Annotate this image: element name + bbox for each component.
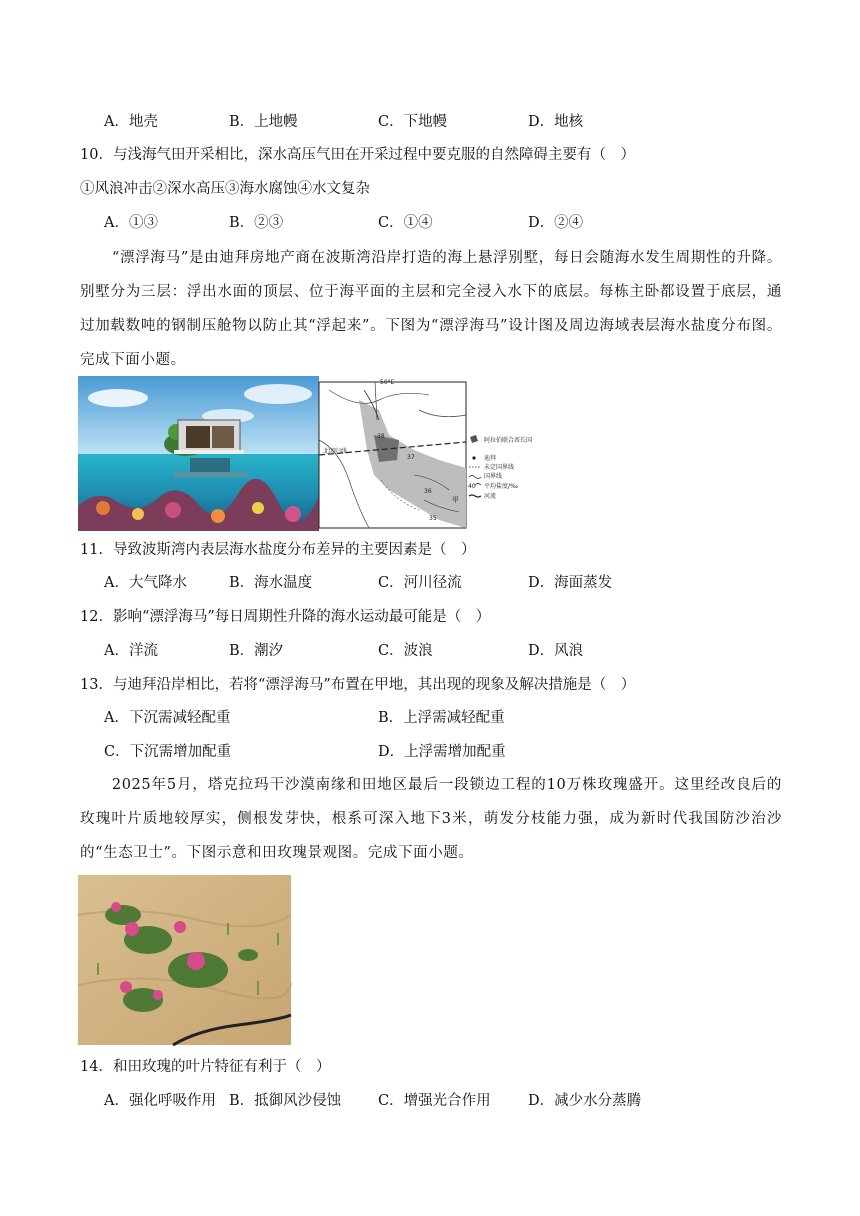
q10-option-c: C．①④ xyxy=(378,215,433,231)
q14-option-c: C．增强光合作用 xyxy=(378,1093,491,1109)
q14-option-a: A．强化呼吸作用 xyxy=(104,1093,216,1109)
legend-item: 阿拉伯联合酋长国 xyxy=(484,437,533,444)
q10-option-d: D．②④ xyxy=(528,215,584,231)
q11-option-a: A．大气降水 xyxy=(104,575,187,591)
map-isohaline-label: 37 xyxy=(407,454,415,461)
legend-item: 河流 xyxy=(484,493,497,500)
dubai-dot-icon xyxy=(472,456,475,459)
uae-symbol-icon xyxy=(470,435,478,443)
map-longitude-label: 50°E xyxy=(380,379,395,386)
border-line-icon xyxy=(469,476,481,479)
map-jia-label: 甲 xyxy=(452,496,459,504)
river-icon xyxy=(469,495,481,497)
q11-option-d: D．海面蒸发 xyxy=(528,575,613,591)
floating-villa-illustration xyxy=(78,376,319,531)
q12-option-c: C．波浪 xyxy=(378,643,433,659)
q10-choices: ①风浪冲击②深水高压③海水腐蚀④水文复杂 xyxy=(80,181,370,197)
q14-option-b: B．抵御风沙侵蚀 xyxy=(229,1093,342,1109)
persian-gulf-salinity-map xyxy=(319,379,533,530)
map-isohaline-label: 38 xyxy=(377,433,385,440)
passage-hotan-rose: 2025年5月，塔克拉玛干沙漠南缘和田地区最后一段锁边工程的10万株玫瑰盛开。这里经改良后的玫瑰叶片质地较厚实，侧根发芽快，根系可深入地下3米，萌发分枝能力强，成为新时代我国防沙治沙的“生态卫士”。下图示意和田玫瑰景观图。完成下面小题。 xyxy=(80,777,782,861)
q9-option-d: D．地核 xyxy=(528,114,584,130)
q13-option-a: A．下沉需减轻配重 xyxy=(104,710,231,726)
map-legend xyxy=(468,435,532,500)
q12-option-d: D．风浪 xyxy=(528,643,584,659)
legend-item: 平均盐度/‰ xyxy=(484,483,519,490)
q13-option-d: D．上浮需增加配重 xyxy=(378,744,506,760)
passage-floating-seahorse: “漂浮海马”是由迪拜房地产商在波斯湾沿岸打造的海上悬浮别墅，每日会随海水发生周期性的升降。别墅分为三层：浮出水面的顶层、位于海平面的主层和完全浸入水下的底层。每栋主卧都设置于底层，通过加载数吨的钢制压舱物以防止其“浮起来”。下图为“漂浮海马”设计图及周边海域表层海水盐度分布图。完成下面小题。 xyxy=(80,250,782,368)
q14-option-d: D．减少水分蒸腾 xyxy=(528,1093,642,1109)
q9-option-c: C．下地幔 xyxy=(378,114,448,130)
q11-stem: 11．导致波斯湾内表层海水盐度分布差异的主要因素是（ ） xyxy=(80,542,476,558)
isohaline-icon xyxy=(475,484,481,486)
legend-iso-value: 40 xyxy=(468,483,476,490)
q12-option-b: B．潮汐 xyxy=(229,643,284,659)
legend-item: 国界线 xyxy=(484,473,503,480)
map-tropic-label: 北回归线 xyxy=(323,448,348,455)
hotan-rose-photo xyxy=(78,875,291,1045)
q10-option-a: A．①③ xyxy=(104,215,158,231)
q11-option-c: C．河川径流 xyxy=(378,575,462,591)
q12-stem: 12．影响“漂浮海马”每日周期性升降的海水运动最可能是（ ） xyxy=(80,609,491,625)
q13-option-b: B．上浮需减轻配重 xyxy=(378,710,505,726)
q9-option-a: A．地壳 xyxy=(104,114,158,130)
q14-stem: 14．和田玫瑰的叶片特征有利于（ ） xyxy=(80,1059,331,1075)
legend-item: 未定国界线 xyxy=(484,464,515,471)
map-isohaline-label: 36 xyxy=(424,488,432,495)
q12-option-a: A．洋流 xyxy=(104,643,158,659)
q9-option-b: B．上地幔 xyxy=(229,114,298,130)
q10-option-b: B．②③ xyxy=(229,215,284,231)
q11-option-b: B．海水温度 xyxy=(229,575,313,591)
map-isohaline-label: 35 xyxy=(429,515,437,522)
q13-option-c: C．下沉需增加配重 xyxy=(104,744,232,760)
q13-stem: 13．与迪拜沿岸相比，若将“漂浮海马”布置在甲地，其出现的现象及解决措施是（ ） xyxy=(80,677,636,693)
legend-item: 迪拜 xyxy=(484,455,497,462)
q10-stem: 10．与浅海气田开采相比，深水高压气田在开采过程中要克服的自然障碍主要有（ ） xyxy=(80,147,635,163)
